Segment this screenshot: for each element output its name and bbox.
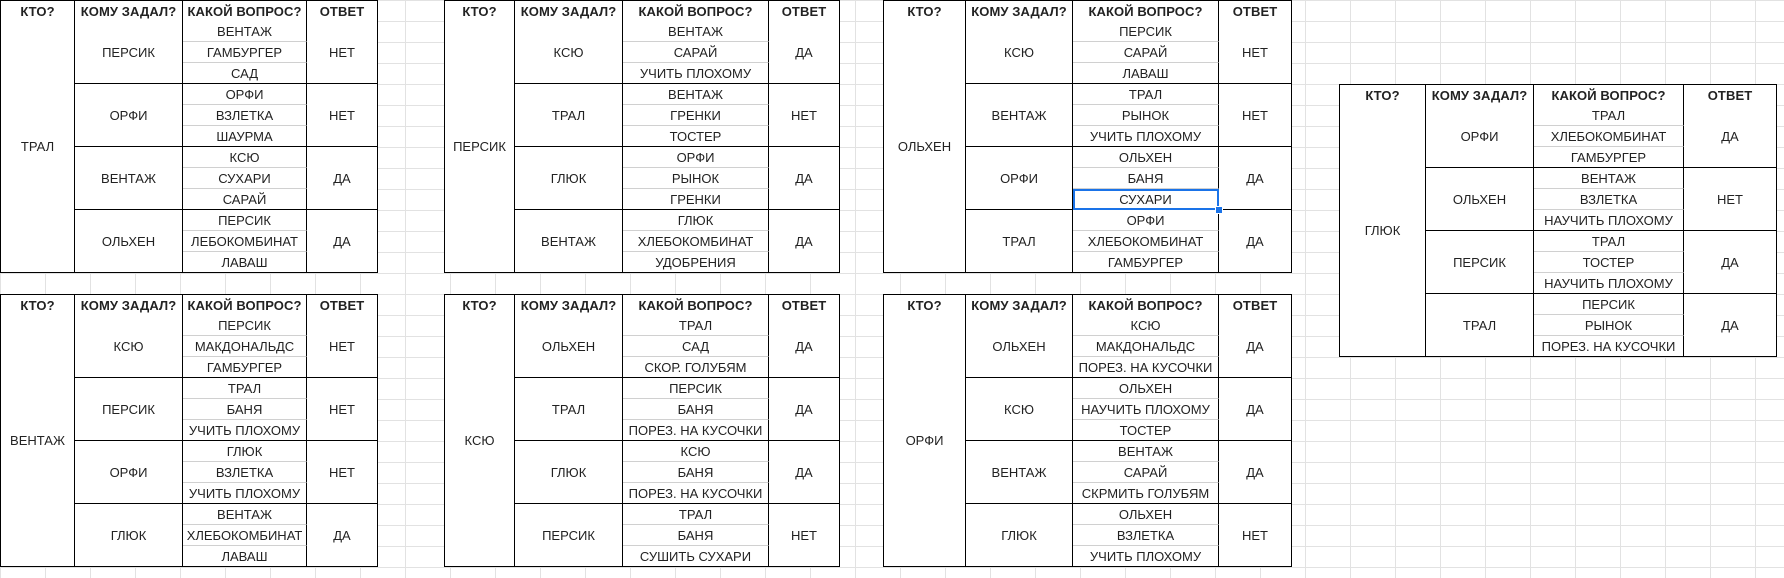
- answer-cell[interactable]: ДА: [1219, 441, 1292, 504]
- answer-cell[interactable]: НЕТ: [307, 315, 378, 378]
- question-cell[interactable]: ВЗЛЕТКА: [1534, 189, 1684, 210]
- recipient-cell[interactable]: ВЕНТАЖ: [966, 84, 1073, 147]
- question-table: [0, 294, 378, 567]
- header-who[interactable]: КТО?: [883, 295, 966, 316]
- question-cell[interactable]: ВЗЛЕТКА: [1073, 525, 1219, 546]
- answer-cell[interactable]: ДА: [1684, 105, 1777, 168]
- question-cell[interactable]: НАУЧИТЬ ПЛОХОМУ: [1534, 273, 1684, 294]
- question-cell[interactable]: ГАМБУРГЕР: [1073, 252, 1219, 273]
- recipient-cell[interactable]: ПЕРСИК: [75, 21, 183, 84]
- question-cell[interactable]: ПЕРСИК: [183, 210, 307, 231]
- header-question[interactable]: КАКОЙ ВОПРОС?: [623, 1, 769, 22]
- answer-cell[interactable]: НЕТ: [307, 21, 378, 84]
- question-table: [1339, 84, 1777, 357]
- question-cell[interactable]: СКОР. ГОЛУБЯМ: [623, 357, 769, 378]
- question-cell[interactable]: МАКДОНАЛЬДС: [183, 336, 307, 357]
- answer-cell[interactable]: НЕТ: [1219, 84, 1292, 147]
- recipient-cell[interactable]: ПЕРСИК: [515, 504, 623, 567]
- recipient-cell[interactable]: ОЛЬХЕН: [515, 315, 623, 378]
- question-cell[interactable]: ПЕРСИК: [1534, 294, 1684, 315]
- question-cell[interactable]: ОЛЬХЕН: [1073, 147, 1219, 168]
- asker-cell[interactable]: ГЛЮК: [1339, 105, 1426, 357]
- answer-cell[interactable]: НЕТ: [1219, 21, 1292, 84]
- answer-cell[interactable]: НЕТ: [307, 378, 378, 441]
- header-who[interactable]: КТО?: [0, 1, 75, 22]
- header-to-whom[interactable]: КОМУ ЗАДАЛ?: [1426, 85, 1534, 106]
- asker-cell[interactable]: ОЛЬХЕН: [883, 21, 966, 273]
- question-cell[interactable]: ВЕНТАЖ: [623, 21, 769, 42]
- question-cell[interactable]: ОРФИ: [1073, 210, 1219, 231]
- recipient-cell[interactable]: ГЛЮК: [515, 441, 623, 504]
- header-who[interactable]: КТО?: [1339, 85, 1426, 106]
- header-question[interactable]: КАКОЙ ВОПРОС?: [1073, 1, 1219, 22]
- recipient-cell[interactable]: ОЛЬХЕН: [966, 315, 1073, 378]
- question-cell[interactable]: ЛЕБОКОМБИНАТ: [183, 231, 307, 252]
- question-cell[interactable]: СУХАРИ: [183, 168, 307, 189]
- answer-cell[interactable]: ДА: [1219, 210, 1292, 273]
- recipient-cell[interactable]: ГЛЮК: [515, 147, 623, 210]
- question-cell[interactable]: НАУЧИТЬ ПЛОХОМУ: [1073, 399, 1219, 420]
- question-cell[interactable]: САД: [623, 336, 769, 357]
- recipient-cell[interactable]: ВЕНТАЖ: [515, 210, 623, 273]
- recipient-cell[interactable]: ПЕРСИК: [1426, 231, 1534, 294]
- header-to-whom[interactable]: КОМУ ЗАДАЛ?: [75, 1, 183, 22]
- question-cell[interactable]: БАНЯ: [623, 399, 769, 420]
- question-table: [883, 0, 1292, 273]
- question-cell[interactable]: ОЛЬХЕН: [1073, 504, 1219, 525]
- question-cell[interactable]: ГРЕНКИ: [623, 189, 769, 210]
- asker-cell[interactable]: ОРФИ: [883, 315, 966, 567]
- question-cell[interactable]: ЛАВАШ: [183, 252, 307, 273]
- question-cell[interactable]: УЧИТЬ ПЛОХОМУ: [183, 483, 307, 504]
- fill-handle[interactable]: [1215, 206, 1223, 214]
- answer-cell[interactable]: ДА: [769, 378, 840, 441]
- answer-cell[interactable]: ДА: [769, 147, 840, 210]
- question-table: [0, 0, 378, 273]
- recipient-cell[interactable]: ВЕНТАЖ: [966, 441, 1073, 504]
- question-cell[interactable]: КСЮ: [623, 441, 769, 462]
- answer-cell[interactable]: НЕТ: [769, 504, 840, 567]
- header-answer[interactable]: ОТВЕТ: [307, 295, 378, 316]
- header-to-whom[interactable]: КОМУ ЗАДАЛ?: [966, 295, 1073, 316]
- header-answer[interactable]: ОТВЕТ: [769, 295, 840, 316]
- answer-cell[interactable]: ДА: [1684, 231, 1777, 294]
- question-table: [444, 0, 840, 273]
- question-cell[interactable]: ТОСТЕР: [1073, 420, 1219, 441]
- question-cell[interactable]: СУШИТЬ СУХАРИ: [623, 546, 769, 567]
- answer-cell[interactable]: ДА: [769, 21, 840, 84]
- recipient-cell[interactable]: ОЛЬХЕН: [75, 210, 183, 273]
- question-cell[interactable]: ВЕНТАЖ: [1534, 168, 1684, 189]
- question-cell[interactable]: ВЗЛЕТКА: [183, 462, 307, 483]
- question-cell[interactable]: САРАЙ: [623, 42, 769, 63]
- question-cell[interactable]: УЧИТЬ ПЛОХОМУ: [623, 63, 769, 84]
- question-cell[interactable]: ВЕНТАЖ: [623, 84, 769, 105]
- question-cell[interactable]: УДОБРЕНИЯ: [623, 252, 769, 273]
- header-question[interactable]: КАКОЙ ВОПРОС?: [1534, 85, 1684, 106]
- asker-cell[interactable]: КСЮ: [444, 315, 515, 567]
- question-cell[interactable]: ГАМБУРГЕР: [183, 357, 307, 378]
- question-cell[interactable]: БАНЯ: [1073, 168, 1219, 189]
- question-cell[interactable]: ХЛЕБОКОМБИНАТ: [183, 525, 307, 546]
- question-cell[interactable]: ЛАВАШ: [1073, 63, 1219, 84]
- header-who[interactable]: КТО?: [444, 295, 515, 316]
- table-header-row: [0, 0, 378, 22]
- question-cell[interactable]: ОЛЬХЕН: [1073, 378, 1219, 399]
- question-cell[interactable]: ХЛЕБОКОМБИНАТ: [623, 231, 769, 252]
- question-cell[interactable]: ТРАЛ: [623, 315, 769, 336]
- question-cell[interactable]: ТРАЛ: [1534, 105, 1684, 126]
- question-cell[interactable]: КСЮ: [1073, 315, 1219, 336]
- header-question[interactable]: КАКОЙ ВОПРОС?: [1073, 295, 1219, 316]
- question-cell[interactable]: ГЛЮК: [623, 210, 769, 231]
- answer-cell[interactable]: ДА: [769, 210, 840, 273]
- question-cell[interactable]: ВЕНТАЖ: [183, 504, 307, 525]
- answer-cell[interactable]: НЕТ: [307, 441, 378, 504]
- recipient-cell[interactable]: ОРФИ: [75, 441, 183, 504]
- asker-cell[interactable]: ВЕНТАЖ: [0, 315, 75, 567]
- header-question[interactable]: КАКОЙ ВОПРОС?: [183, 295, 307, 316]
- answer-cell[interactable]: НЕТ: [1219, 504, 1292, 567]
- answer-cell[interactable]: НЕТ: [1684, 168, 1777, 231]
- question-cell[interactable]: ХЛЕБОКОМБИНАТ: [1073, 231, 1219, 252]
- question-cell[interactable]: ОРФИ: [623, 147, 769, 168]
- question-cell[interactable]: УЧИТЬ ПЛОХОМУ: [1073, 546, 1219, 567]
- header-who[interactable]: КТО?: [883, 1, 966, 22]
- question-cell[interactable]: ВЕНТАЖ: [183, 21, 307, 42]
- question-cell[interactable]: БАНЯ: [623, 462, 769, 483]
- table-header-row: [1339, 84, 1777, 106]
- answer-cell[interactable]: ДА: [769, 441, 840, 504]
- header-answer[interactable]: ОТВЕТ: [307, 1, 378, 22]
- recipient-cell[interactable]: ОЛЬХЕН: [1426, 168, 1534, 231]
- recipient-cell[interactable]: ГЛЮК: [966, 504, 1073, 567]
- table-header-row: [444, 294, 840, 316]
- recipient-cell[interactable]: ОРФИ: [75, 84, 183, 147]
- recipient-cell[interactable]: ТРАЛ: [1426, 294, 1534, 357]
- recipient-cell[interactable]: КСЮ: [75, 315, 183, 378]
- question-cell[interactable]: ТОСТЕР: [623, 126, 769, 147]
- recipient-cell[interactable]: ТРАЛ: [515, 378, 623, 441]
- recipient-cell[interactable]: ПЕРСИК: [75, 378, 183, 441]
- question-cell[interactable]: ТРАЛ: [1073, 84, 1219, 105]
- recipient-cell[interactable]: КСЮ: [966, 378, 1073, 441]
- header-to-whom[interactable]: КОМУ ЗАДАЛ?: [515, 1, 623, 22]
- question-cell[interactable]: ХЛЕБОКОМБИНАТ: [1534, 126, 1684, 147]
- question-cell[interactable]: ТОСТЕР: [1534, 252, 1684, 273]
- header-question[interactable]: КАКОЙ ВОПРОС?: [183, 1, 307, 22]
- asker-cell[interactable]: ТРАЛ: [0, 21, 75, 273]
- header-answer[interactable]: ОТВЕТ: [1219, 1, 1292, 22]
- header-who[interactable]: КТО?: [444, 1, 515, 22]
- question-cell[interactable]: САРАЙ: [1073, 462, 1219, 483]
- header-to-whom[interactable]: КОМУ ЗАДАЛ?: [75, 295, 183, 316]
- question-cell[interactable]: ТРАЛ: [1534, 231, 1684, 252]
- table-header-row: [883, 0, 1292, 22]
- question-cell[interactable]: ПЕРСИК: [183, 315, 307, 336]
- answer-cell[interactable]: НЕТ: [769, 84, 840, 147]
- header-to-whom[interactable]: КОМУ ЗАДАЛ?: [966, 1, 1073, 22]
- question-cell[interactable]: САРАЙ: [183, 189, 307, 210]
- selected-question-cell[interactable]: СУХАРИ: [1073, 189, 1219, 210]
- header-who[interactable]: КТО?: [0, 295, 75, 316]
- question-cell[interactable]: САД: [183, 63, 307, 84]
- question-cell[interactable]: ВЕНТАЖ: [1073, 441, 1219, 462]
- question-table: [444, 294, 840, 567]
- header-to-whom[interactable]: КОМУ ЗАДАЛ?: [515, 295, 623, 316]
- question-cell[interactable]: УЧИТЬ ПЛОХОМУ: [183, 420, 307, 441]
- answer-cell[interactable]: ДА: [769, 315, 840, 378]
- question-cell[interactable]: РЫНОК: [623, 168, 769, 189]
- answer-cell[interactable]: НЕТ: [307, 84, 378, 147]
- recipient-cell[interactable]: ТРАЛ: [515, 84, 623, 147]
- question-cell[interactable]: РЫНОК: [1073, 105, 1219, 126]
- table-header-row: [0, 294, 378, 316]
- question-cell[interactable]: ПОРЕЗ. НА КУСОЧКИ: [623, 420, 769, 441]
- question-cell[interactable]: УЧИТЬ ПЛОХОМУ: [1073, 126, 1219, 147]
- recipient-cell[interactable]: ВЕНТАЖ: [75, 147, 183, 210]
- question-cell[interactable]: НАУЧИТЬ ПЛОХОМУ: [1534, 210, 1684, 231]
- question-cell[interactable]: КСЮ: [183, 147, 307, 168]
- header-question[interactable]: КАКОЙ ВОПРОС?: [623, 295, 769, 316]
- recipient-cell[interactable]: ГЛЮК: [75, 504, 183, 567]
- question-cell[interactable]: РЫНОК: [1534, 315, 1684, 336]
- question-cell[interactable]: ГАМБУРГЕР: [183, 42, 307, 63]
- question-cell[interactable]: ОРФИ: [183, 84, 307, 105]
- question-cell[interactable]: САРАЙ: [1073, 42, 1219, 63]
- answer-cell[interactable]: ДА: [1684, 294, 1777, 357]
- question-cell[interactable]: ГАМБУРГЕР: [1534, 147, 1684, 168]
- question-cell[interactable]: ТРАЛ: [183, 378, 307, 399]
- answer-cell[interactable]: ДА: [307, 147, 378, 210]
- recipient-cell[interactable]: ОРФИ: [1426, 105, 1534, 168]
- recipient-cell[interactable]: ТРАЛ: [966, 210, 1073, 273]
- question-cell[interactable]: ГРЕНКИ: [623, 105, 769, 126]
- question-cell[interactable]: ВЗЛЕТКА: [183, 105, 307, 126]
- question-cell[interactable]: ПОРЕЗ. НА КУСОЧКИ: [1534, 336, 1684, 357]
- header-answer[interactable]: ОТВЕТ: [769, 1, 840, 22]
- answer-cell[interactable]: ДА: [1219, 378, 1292, 441]
- header-answer[interactable]: ОТВЕТ: [1219, 295, 1292, 316]
- header-answer[interactable]: ОТВЕТ: [1684, 85, 1777, 106]
- recipient-cell[interactable]: ОРФИ: [966, 147, 1073, 210]
- question-cell[interactable]: СКРМИТЬ ГОЛУБЯМ: [1073, 483, 1219, 504]
- answer-cell[interactable]: ДА: [1219, 147, 1292, 210]
- question-table: [883, 294, 1292, 567]
- question-cell[interactable]: ПЕРСИК: [623, 378, 769, 399]
- question-cell[interactable]: БАНЯ: [623, 525, 769, 546]
- answer-cell[interactable]: ДА: [307, 210, 378, 273]
- question-cell[interactable]: ТРАЛ: [623, 504, 769, 525]
- question-cell[interactable]: ЛАВАШ: [183, 546, 307, 567]
- question-cell[interactable]: МАКДОНАЛЬДС: [1073, 336, 1219, 357]
- question-cell[interactable]: ПОРЕЗ. НА КУСОЧКИ: [1073, 357, 1219, 378]
- table-header-row: [883, 294, 1292, 316]
- question-cell[interactable]: ПОРЕЗ. НА КУСОЧКИ: [623, 483, 769, 504]
- question-cell[interactable]: ГЛЮК: [183, 441, 307, 462]
- table-header-row: [444, 0, 840, 22]
- answer-cell[interactable]: ДА: [1219, 315, 1292, 378]
- recipient-cell[interactable]: КСЮ: [515, 21, 623, 84]
- asker-cell[interactable]: ПЕРСИК: [444, 21, 515, 273]
- question-cell[interactable]: ПЕРСИК: [1073, 21, 1219, 42]
- question-cell[interactable]: ШАУРМА: [183, 126, 307, 147]
- recipient-cell[interactable]: КСЮ: [966, 21, 1073, 84]
- question-cell[interactable]: БАНЯ: [183, 399, 307, 420]
- answer-cell[interactable]: ДА: [307, 504, 378, 567]
